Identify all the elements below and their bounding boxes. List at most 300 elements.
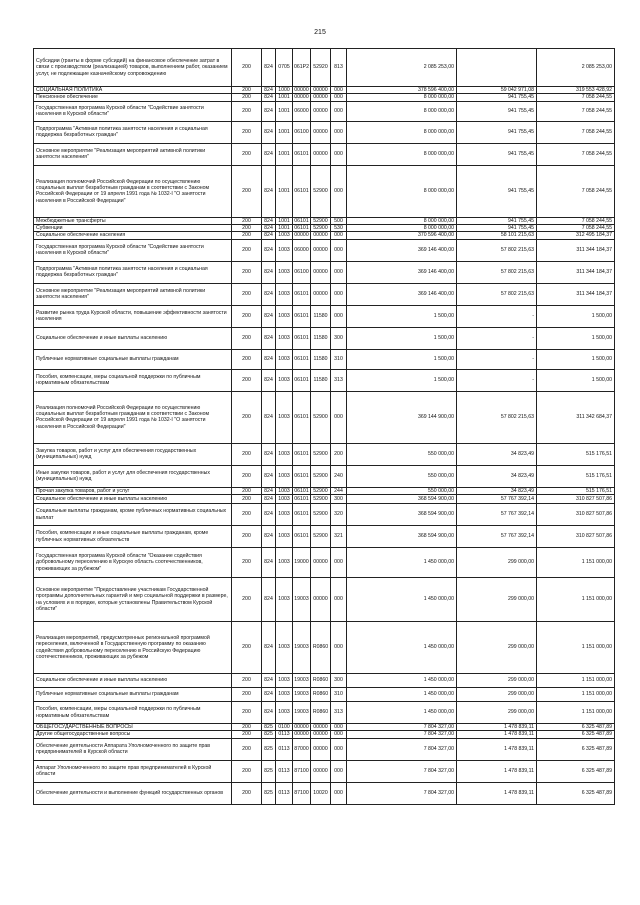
code-expense-type: 000 bbox=[331, 239, 347, 261]
code-section: 0113 bbox=[276, 738, 293, 760]
code-program: 87100 bbox=[293, 782, 311, 804]
row-name: Обеспечение деятельности Аппарата Уполномоченного по защите прав предпринимателей в Курской области bbox=[34, 738, 232, 760]
code-section: 1000 bbox=[276, 87, 293, 94]
table-row bbox=[34, 327, 615, 349]
value-executed bbox=[457, 49, 537, 87]
code-direction: 00000 bbox=[311, 731, 331, 738]
value-remaining: 1 151 000,00 bbox=[537, 688, 615, 702]
code-admin: 200 bbox=[232, 731, 262, 738]
value-approved: 8 000 000,00 bbox=[347, 143, 457, 165]
value-remaining: 311 344 184,37 bbox=[537, 239, 615, 261]
code-ministry: 824 bbox=[262, 504, 276, 526]
code-program: 06100 bbox=[293, 121, 311, 143]
value-remaining: 1 500,00 bbox=[537, 349, 615, 369]
code-section: 1003 bbox=[276, 526, 293, 548]
code-admin: 200 bbox=[232, 327, 262, 349]
table-row bbox=[34, 465, 615, 487]
code-direction: 00000 bbox=[311, 760, 331, 782]
row-name: Развитие рынка труда Курской области, повышение эффективности занятости населения bbox=[34, 305, 232, 327]
code-section: 1003 bbox=[276, 283, 293, 305]
value-executed: 57 767 392,14 bbox=[457, 526, 537, 548]
code-program: 06101 bbox=[293, 526, 311, 548]
value-approved: 550 000,00 bbox=[347, 487, 457, 494]
code-section: 1003 bbox=[276, 369, 293, 391]
table-row bbox=[34, 121, 615, 143]
value-executed: 57 767 392,14 bbox=[457, 495, 537, 504]
code-section: 1003 bbox=[276, 504, 293, 526]
code-expense-type: 000 bbox=[331, 622, 347, 674]
code-admin: 200 bbox=[232, 526, 262, 548]
code-expense-type: 320 bbox=[331, 504, 347, 526]
code-expense-type: 000 bbox=[331, 305, 347, 327]
code-section: 1003 bbox=[276, 702, 293, 724]
value-approved: 368 594 900,00 bbox=[347, 526, 457, 548]
code-expense-type: 000 bbox=[331, 283, 347, 305]
code-program: 06101 bbox=[293, 327, 311, 349]
code-expense-type: 813 bbox=[331, 49, 347, 87]
table-row bbox=[34, 239, 615, 261]
budget-execution-table bbox=[33, 48, 615, 805]
value-approved: 2 085 253,00 bbox=[347, 49, 457, 87]
value-executed: 1 478 839,11 bbox=[457, 738, 537, 760]
code-ministry: 824 bbox=[262, 465, 276, 487]
code-expense-type: 000 bbox=[331, 782, 347, 804]
code-admin: 200 bbox=[232, 578, 262, 622]
code-direction: 00000 bbox=[311, 724, 331, 731]
value-remaining: 7 058 244,55 bbox=[537, 143, 615, 165]
value-remaining: 6 325 487,89 bbox=[537, 760, 615, 782]
code-section: 1001 bbox=[276, 225, 293, 232]
code-program: 06101 bbox=[293, 465, 311, 487]
code-direction: 00000 bbox=[311, 94, 331, 101]
code-admin: 200 bbox=[232, 165, 262, 217]
value-remaining: 311 344 184,37 bbox=[537, 261, 615, 283]
value-remaining: 310 827 507,86 bbox=[537, 504, 615, 526]
code-program: 06101 bbox=[294, 225, 309, 232]
code-program: 06000 bbox=[293, 239, 311, 261]
value-remaining: 1 500,00 bbox=[537, 327, 615, 349]
code-direction: 10020 bbox=[311, 782, 331, 804]
code-expense-type: 000 bbox=[331, 548, 347, 578]
code-program: 06101 bbox=[293, 143, 311, 165]
value-remaining: 1 500,00 bbox=[537, 305, 615, 327]
code-admin: 200 bbox=[232, 349, 262, 369]
code-ministry: 824 bbox=[262, 443, 276, 465]
page-number: 215 bbox=[314, 29, 326, 36]
value-remaining: 7 058 244,55 bbox=[537, 225, 615, 232]
code-direction: 00000 bbox=[311, 87, 331, 94]
code-ministry: 824 bbox=[262, 232, 276, 239]
value-approved: 1 450 000,00 bbox=[347, 578, 457, 622]
code-program: 19003 bbox=[293, 622, 311, 674]
code-program: 19003 bbox=[293, 578, 311, 622]
value-remaining: 7 058 244,55 bbox=[537, 165, 615, 217]
code-expense-type: 300 bbox=[331, 495, 347, 504]
table-row bbox=[34, 578, 615, 622]
code-expense-type: 000 bbox=[331, 94, 347, 101]
table-row bbox=[34, 283, 615, 305]
table-row bbox=[34, 548, 615, 578]
code-program: 061P2 bbox=[293, 49, 311, 87]
code-section: 1001 bbox=[276, 94, 293, 101]
code-direction: 11580 bbox=[311, 369, 331, 391]
table-row bbox=[34, 738, 615, 760]
value-approved: 1 450 000,00 bbox=[347, 674, 457, 688]
value-executed: - bbox=[457, 369, 537, 391]
code-direction: 00000 bbox=[311, 738, 331, 760]
value-remaining: 6 325 487,89 bbox=[537, 782, 615, 804]
row-name: Межбюджетные трансферты bbox=[34, 217, 232, 224]
code-ministry: 824 bbox=[262, 121, 276, 143]
code-program: 00000 bbox=[294, 731, 309, 738]
code-section: 1003 bbox=[276, 578, 293, 622]
code-ministry: 824 bbox=[262, 261, 276, 283]
code-ministry: 824 bbox=[262, 688, 276, 702]
code-section: 1001 bbox=[276, 165, 293, 217]
code-admin: 200 bbox=[232, 443, 262, 465]
code-section: 0113 bbox=[276, 731, 293, 738]
code-admin: 200 bbox=[232, 391, 262, 443]
code-admin: 200 bbox=[232, 261, 262, 283]
value-remaining: 6 325 487,89 bbox=[537, 724, 615, 731]
code-expense-type: 240 bbox=[331, 465, 347, 487]
code-admin: 200 bbox=[232, 622, 262, 674]
table-row bbox=[34, 731, 615, 738]
code-program: 00000 bbox=[294, 724, 309, 731]
table-row bbox=[34, 526, 615, 548]
table-row bbox=[34, 101, 615, 121]
code-section: 1003 bbox=[276, 465, 293, 487]
code-admin: 200 bbox=[232, 225, 262, 232]
code-ministry: 824 bbox=[262, 702, 276, 724]
code-direction: 11580 bbox=[311, 349, 331, 369]
value-executed: - bbox=[457, 349, 537, 369]
code-program: 06101 bbox=[294, 487, 309, 494]
value-approved: 8 000 000,00 bbox=[347, 101, 457, 121]
table-row bbox=[34, 143, 615, 165]
value-approved: 7 804 327,00 bbox=[347, 724, 457, 731]
code-ministry: 824 bbox=[262, 578, 276, 622]
code-section: 1003 bbox=[276, 305, 293, 327]
code-expense-type: 000 bbox=[331, 724, 347, 731]
code-ministry: 824 bbox=[262, 305, 276, 327]
code-ministry: 824 bbox=[262, 487, 276, 494]
row-name: Прочая закупка товаров, работ и услуг bbox=[34, 487, 232, 494]
code-ministry: 825 bbox=[262, 731, 276, 738]
code-direction: 52900 bbox=[311, 526, 331, 548]
code-expense-type: 000 bbox=[331, 578, 347, 622]
code-section: 0100 bbox=[276, 724, 293, 731]
code-ministry: 824 bbox=[262, 49, 276, 87]
row-name: СОЦИАЛЬНАЯ ПОЛИТИКА bbox=[34, 87, 232, 94]
code-direction: 11580 bbox=[311, 327, 331, 349]
code-program: 06101 bbox=[294, 495, 309, 502]
code-admin: 200 bbox=[232, 283, 262, 305]
code-direction: 52900 bbox=[311, 504, 331, 526]
code-program: 06101 bbox=[294, 217, 309, 224]
code-direction: 00000 bbox=[311, 232, 331, 239]
code-program: 00000 bbox=[294, 94, 309, 101]
code-admin: 200 bbox=[232, 504, 262, 526]
value-remaining: 1 151 000,00 bbox=[537, 622, 615, 674]
code-direction: R0860 bbox=[311, 622, 331, 674]
code-admin: 200 bbox=[232, 548, 262, 578]
code-program: 19003 bbox=[293, 688, 311, 702]
code-expense-type: 530 bbox=[331, 225, 347, 232]
value-approved: 7 804 327,00 bbox=[347, 782, 457, 804]
code-ministry: 824 bbox=[262, 239, 276, 261]
code-ministry: 824 bbox=[262, 87, 276, 94]
row-name: Государственная программа Курской области "Оказание содействия добровольному переселению в Курскую область соотечественников, проживающих за рубежом" bbox=[34, 548, 232, 578]
value-approved: 8 000 000,00 bbox=[347, 217, 457, 224]
value-executed: 57 802 215,63 bbox=[457, 391, 537, 443]
code-program: 00000 bbox=[294, 232, 309, 239]
code-ministry: 824 bbox=[262, 283, 276, 305]
code-section: 1001 bbox=[276, 217, 293, 224]
value-remaining: 7 058 244,55 bbox=[537, 217, 615, 224]
code-direction: R0860 bbox=[311, 702, 331, 724]
row-name: Социальное обеспечение населения bbox=[34, 232, 232, 239]
code-expense-type: 000 bbox=[331, 121, 347, 143]
table-row bbox=[34, 49, 615, 87]
code-section: 0705 bbox=[276, 49, 293, 87]
code-admin: 200 bbox=[232, 369, 262, 391]
code-admin: 200 bbox=[232, 143, 262, 165]
value-remaining: 6 325 487,89 bbox=[537, 738, 615, 760]
code-admin: 200 bbox=[232, 239, 262, 261]
code-expense-type: 313 bbox=[331, 369, 347, 391]
code-expense-type: 244 bbox=[331, 487, 347, 494]
value-remaining: 2 085 253,00 bbox=[537, 49, 615, 87]
code-admin: 200 bbox=[232, 495, 262, 504]
code-ministry: 825 bbox=[262, 760, 276, 782]
row-name: Подпрограмма "Активная политика занятости населения и социальная поддержка безработных граждан" bbox=[34, 261, 232, 283]
row-name: Основное мероприятие "Реализация мероприятий активной политики занятости населения" bbox=[34, 283, 232, 305]
code-ministry: 824 bbox=[262, 165, 276, 217]
code-section: 1003 bbox=[276, 622, 293, 674]
code-direction: 52900 bbox=[311, 391, 331, 443]
code-direction: 52900 bbox=[311, 465, 331, 487]
table-row bbox=[34, 391, 615, 443]
code-program: 06101 bbox=[293, 391, 311, 443]
code-expense-type: 313 bbox=[331, 702, 347, 724]
code-direction: 00000 bbox=[311, 121, 331, 143]
code-ministry: 824 bbox=[262, 548, 276, 578]
code-section: 1003 bbox=[276, 548, 293, 578]
table-row bbox=[34, 487, 615, 494]
code-program: 06101 bbox=[293, 165, 311, 217]
value-executed: 299 000,00 bbox=[457, 578, 537, 622]
code-direction: 52900 bbox=[311, 217, 331, 224]
code-direction: 52900 bbox=[311, 225, 331, 232]
code-program: 06101 bbox=[293, 305, 311, 327]
value-remaining: 515 176,51 bbox=[537, 465, 615, 487]
value-remaining: 310 827 507,86 bbox=[537, 495, 615, 504]
code-section: 0113 bbox=[276, 760, 293, 782]
code-direction: 00000 bbox=[311, 101, 331, 121]
code-section: 1001 bbox=[276, 101, 293, 121]
code-ministry: 824 bbox=[262, 143, 276, 165]
row-name: Подпрограмма "Активная политика занятости населения и социальная поддержка безработных граждан" bbox=[34, 121, 232, 143]
code-expense-type: 310 bbox=[331, 349, 347, 369]
value-executed: 941 755,45 bbox=[457, 217, 537, 224]
code-direction: R0860 bbox=[311, 688, 331, 702]
code-expense-type: 000 bbox=[331, 101, 347, 121]
value-executed: 941 755,45 bbox=[457, 121, 537, 143]
code-section: 1003 bbox=[276, 239, 293, 261]
code-expense-type: 310 bbox=[331, 688, 347, 702]
value-approved: 1 500,00 bbox=[347, 349, 457, 369]
row-name: Иные закупки товаров, работ и услуг для обеспечения государственных (муниципальных) нужд bbox=[34, 465, 232, 487]
value-remaining: 1 151 000,00 bbox=[537, 674, 615, 688]
value-executed: 58 101 215,63 bbox=[457, 232, 537, 239]
code-ministry: 824 bbox=[262, 349, 276, 369]
code-admin: 200 bbox=[232, 217, 262, 224]
code-direction: 52900 bbox=[311, 443, 331, 465]
value-remaining: 7 058 244,55 bbox=[537, 94, 615, 101]
value-executed: 299 000,00 bbox=[457, 688, 537, 702]
row-name: Социальное обеспечение и иные выплаты населению bbox=[34, 495, 232, 504]
table-row bbox=[34, 165, 615, 217]
code-admin: 200 bbox=[232, 232, 262, 239]
row-name: Пособия, компенсации, меры социальной поддержки по публичным нормативным обязательствам bbox=[34, 702, 232, 724]
code-program: 00000 bbox=[294, 87, 309, 93]
value-approved: 8 000 000,00 bbox=[347, 94, 457, 101]
code-direction: 00000 bbox=[311, 283, 331, 305]
value-remaining: 515 176,51 bbox=[537, 443, 615, 465]
value-executed: 1 478 839,11 bbox=[457, 731, 537, 738]
row-name: Реализация полномочий Российской Федерации по осуществлению социальных выплат безработным гражданам в соответствии с Законом Российской Федерации от 19 апреля 1991 года № 1032-I "О занятости населения в Российской Федерации" bbox=[34, 165, 232, 217]
row-name: Публичные нормативные социальные выплаты гражданам bbox=[34, 349, 232, 369]
code-direction: 00000 bbox=[311, 239, 331, 261]
code-section: 1003 bbox=[276, 327, 293, 349]
table-row bbox=[34, 702, 615, 724]
value-executed: 941 755,45 bbox=[457, 94, 537, 101]
value-remaining: 1 151 000,00 bbox=[537, 578, 615, 622]
code-program: 06000 bbox=[293, 101, 311, 121]
value-executed: 941 755,45 bbox=[457, 225, 537, 232]
code-program: 06100 bbox=[293, 261, 311, 283]
value-executed: 34 823,49 bbox=[457, 465, 537, 487]
value-executed: 59 042 971,08 bbox=[457, 87, 537, 94]
code-section: 1003 bbox=[276, 391, 293, 443]
table-row bbox=[34, 305, 615, 327]
code-direction: 52900 bbox=[311, 165, 331, 217]
code-expense-type: 000 bbox=[331, 760, 347, 782]
code-direction: 52900 bbox=[311, 487, 331, 494]
row-name: Государственная программа Курской области "Содействие занятости населения в Курской области" bbox=[34, 239, 232, 261]
code-admin: 200 bbox=[232, 738, 262, 760]
value-approved: 7 804 327,00 bbox=[347, 731, 457, 738]
code-direction: 00000 bbox=[311, 548, 331, 578]
value-executed: 299 000,00 bbox=[457, 622, 537, 674]
code-section: 1003 bbox=[276, 688, 293, 702]
code-ministry: 824 bbox=[262, 369, 276, 391]
value-executed: 299 000,00 bbox=[457, 702, 537, 724]
code-ministry: 824 bbox=[262, 94, 276, 101]
value-executed: 57 767 392,14 bbox=[457, 504, 537, 526]
table-row bbox=[34, 622, 615, 674]
code-admin: 200 bbox=[232, 49, 262, 87]
value-approved: 368 594 900,00 bbox=[347, 504, 457, 526]
value-executed: 941 755,45 bbox=[457, 165, 537, 217]
row-name: Основное мероприятие "Предоставление участникам Государственной программы дополнительных гарантий и мер социальной поддержки в размере, на условиях и в порядке, которые установлены Правительством Курской области" bbox=[34, 578, 232, 622]
table-row bbox=[34, 724, 615, 731]
code-section: 1003 bbox=[276, 349, 293, 369]
code-section: 1003 bbox=[276, 487, 293, 494]
code-admin: 200 bbox=[232, 782, 262, 804]
table-row bbox=[34, 495, 615, 504]
value-remaining: 7 058 244,55 bbox=[537, 121, 615, 143]
code-ministry: 824 bbox=[262, 526, 276, 548]
code-direction: 11580 bbox=[311, 305, 331, 327]
value-approved: 8 000 000,00 bbox=[347, 225, 457, 232]
code-admin: 200 bbox=[232, 94, 262, 101]
row-name: ОБЩЕГОСУДАРСТВЕННЫЕ ВОПРОСЫ bbox=[34, 724, 232, 731]
table-body bbox=[34, 49, 615, 805]
code-expense-type: 000 bbox=[331, 165, 347, 217]
row-name: Социальное обеспечение и иные выплаты населению bbox=[34, 674, 232, 688]
table-row bbox=[34, 443, 615, 465]
table-row bbox=[34, 261, 615, 283]
code-ministry: 824 bbox=[262, 327, 276, 349]
value-remaining: 319 553 428,92 bbox=[537, 87, 615, 94]
value-remaining: 515 176,51 bbox=[537, 487, 615, 494]
value-approved: 7 804 327,00 bbox=[347, 738, 457, 760]
code-program: 19003 bbox=[293, 674, 311, 688]
code-expense-type: 321 bbox=[331, 526, 347, 548]
value-approved: 1 450 000,00 bbox=[347, 622, 457, 674]
code-program: 06101 bbox=[293, 349, 311, 369]
value-remaining: 311 342 684,37 bbox=[537, 391, 615, 443]
value-approved: 369 146 400,00 bbox=[347, 261, 457, 283]
value-approved: 1 450 000,00 bbox=[347, 688, 457, 702]
code-section: 1001 bbox=[276, 121, 293, 143]
code-admin: 200 bbox=[232, 724, 262, 731]
value-executed: 34 823,49 bbox=[457, 443, 537, 465]
code-direction: R0860 bbox=[311, 674, 331, 688]
value-executed: - bbox=[457, 327, 537, 349]
code-admin: 200 bbox=[232, 702, 262, 724]
table-row bbox=[34, 225, 615, 232]
code-expense-type: 000 bbox=[331, 731, 347, 738]
value-executed: 57 802 215,63 bbox=[457, 239, 537, 261]
code-section: 1003 bbox=[276, 443, 293, 465]
code-section: 1003 bbox=[276, 495, 293, 504]
value-approved: 370 596 400,00 bbox=[347, 232, 457, 239]
value-approved: 369 146 400,00 bbox=[347, 283, 457, 305]
code-ministry: 824 bbox=[262, 622, 276, 674]
row-name: Обеспечение деятельности и выполнение функций государственных органов bbox=[34, 782, 232, 804]
code-ministry: 825 bbox=[262, 738, 276, 760]
code-ministry: 824 bbox=[262, 674, 276, 688]
table-row bbox=[34, 688, 615, 702]
code-admin: 200 bbox=[232, 87, 262, 94]
row-name: Социальное обеспечение и иные выплаты населению bbox=[34, 327, 232, 349]
code-expense-type: 000 bbox=[331, 261, 347, 283]
value-remaining: 310 827 507,86 bbox=[537, 526, 615, 548]
value-executed: 941 755,45 bbox=[457, 143, 537, 165]
code-section: 1003 bbox=[276, 232, 293, 239]
code-ministry: 824 bbox=[262, 101, 276, 121]
row-name: Пенсионное обеспечение bbox=[34, 94, 232, 101]
table-row bbox=[34, 782, 615, 804]
value-executed: 57 802 215,63 bbox=[457, 261, 537, 283]
code-admin: 200 bbox=[232, 487, 262, 494]
code-section: 0113 bbox=[276, 782, 293, 804]
code-ministry: 824 bbox=[262, 391, 276, 443]
value-remaining: 6 325 487,89 bbox=[537, 731, 615, 738]
